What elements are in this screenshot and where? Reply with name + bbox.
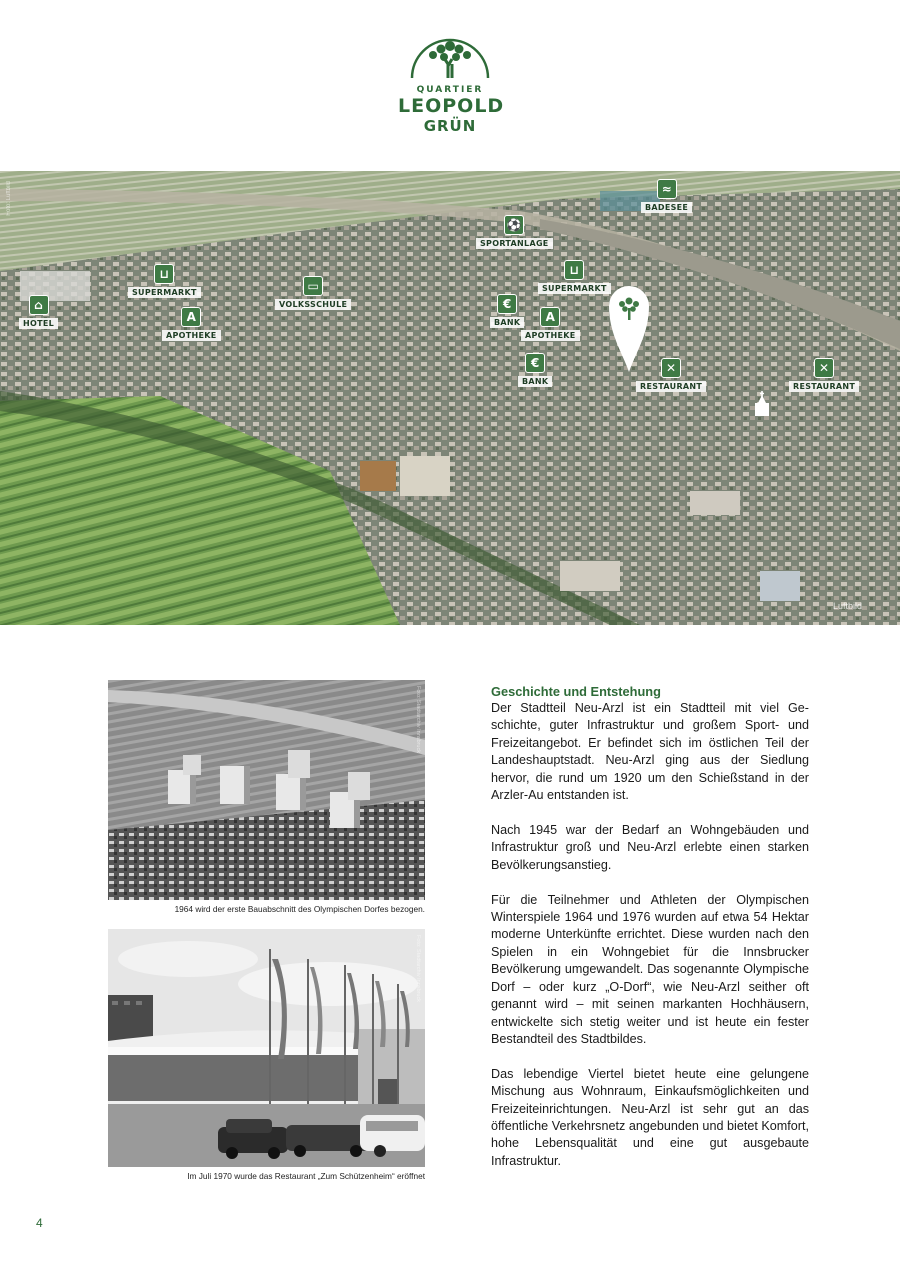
poi-supermarkt-east: ⊔ SUPERMARKT	[538, 260, 611, 294]
photo2-credit: Foto: Stadtarchiv Innsbruck	[415, 935, 421, 1002]
article-text	[491, 684, 809, 1188]
poi-bank-south: € BANK	[518, 353, 552, 387]
article-paragraph: Für die Teilnehmer und Athleten der Olympischen Winterspiele 1964 und 1976 wurden auf etwa 54 Hektar moderne Unterkünfte errichtet. Diese wurden nach den Spielen in ein Wohngebiet für die Innsbrucker Bevölkerung umgewandelt. Das sogenannte Olympische Dorf – oder kurz „O-Dorf“, wie Neu-Arzl seither oft genannt wird – mit seinen markanten Hochhäusern, entwickelte sich stetig weiter und ist heute ein fester Bestandteil des Stadtbildes.	[491, 892, 809, 1046]
photo2-caption: Im Juli 1970 wurde das Restaurant „Zum Schützenheim“ eröffnet	[187, 1171, 425, 1181]
photo-restaurant-1970	[108, 929, 425, 1167]
aerial-map	[0, 171, 900, 625]
cart-icon: ⊔	[564, 260, 584, 280]
logo-line-leopold: LEOPOLD	[398, 95, 505, 117]
logo-line-gruen: GRÜN	[423, 117, 477, 135]
cart-icon: ⊔	[154, 264, 174, 284]
article-paragraph: Der Stadtteil Neu-Arzl ist ein Stadtteil mit viel Geschichte, guter Infrastruktur und großem Sport- und Freizeitangebot. Er befindet sich im östlichen Teil der Landeshauptstadt. Neu-Arzl ging aus der Siedlung hervor, die rund um 1920 um den Schießstand in der Arzler-Au entstanden ist.	[491, 701, 809, 803]
aerial-side-credit: Foto: Luftbild	[6, 181, 12, 216]
aerial-credit: Luftbild	[832, 601, 862, 611]
poi-restaurant-east: ✕ RESTAURANT	[789, 358, 859, 392]
logo-line-quartier: QUARTIER	[416, 85, 484, 95]
runner-icon: ⚽	[504, 215, 524, 235]
church-icon	[752, 391, 772, 417]
poi-sportanlage: ⚽ SPORTANLAGE	[476, 215, 553, 249]
page-number: 4	[36, 1216, 43, 1230]
article-heading: Geschichte und Entstehung	[491, 684, 661, 699]
euro-icon: €	[497, 294, 517, 314]
photo1-credit: Foto: Stadtarchiv Innsbruck	[415, 686, 421, 753]
pharmacy-icon: A	[540, 307, 560, 327]
hotel-icon: ⌂	[29, 295, 49, 315]
poi-apotheke-east: A APOTHEKE	[521, 307, 580, 341]
photo-olympic-village-1964	[108, 680, 425, 900]
article-paragraph: Nach 1945 war der Bedarf an Wohngebäuden und Infrastruktur groß und Neu-Arzl erlebte einen starken Bevölkerungsanstieg.	[491, 822, 809, 872]
poi-supermarkt-west: ⊔ SUPERMARKT	[128, 264, 201, 298]
poi-badesee: ≈ BADESEE	[641, 179, 692, 213]
poi-apotheke-west: A APOTHEKE	[162, 307, 221, 341]
cutlery-icon: ✕	[814, 358, 834, 378]
poi-volksschule: ▭ VOLKSSCHULE	[275, 276, 351, 310]
photo1-caption: 1964 wird der erste Bauabschnitt des Olympischen Dorfes bezogen.	[174, 904, 425, 914]
quartier-leopold-gruen-logo	[398, 26, 505, 138]
euro-icon: €	[525, 353, 545, 373]
cutlery-icon: ✕	[661, 358, 681, 378]
poi-hotel: ⌂ HOTEL	[19, 295, 58, 329]
swimmer-icon: ≈	[657, 179, 677, 199]
poi-bank-north: € BANK	[490, 294, 524, 328]
location-pin-icon	[607, 284, 651, 374]
poi-restaurant-center: ✕ RESTAURANT	[636, 358, 706, 392]
pharmacy-icon: A	[181, 307, 201, 327]
article-paragraph: Das lebendige Viertel bietet heute eine gelungene Mischung aus Wohnraum, Einkaufsmöglichkeiten und Freizeiteinrichtungen. Neu-Arzl ist sehr gut an das öffentliche Verkehrsnetz angebunden und bietet Komfort, hohe Lebensqualität und eine gut ausgebaute Infrastruktur.	[491, 1066, 809, 1168]
book-icon: ▭	[303, 276, 323, 296]
